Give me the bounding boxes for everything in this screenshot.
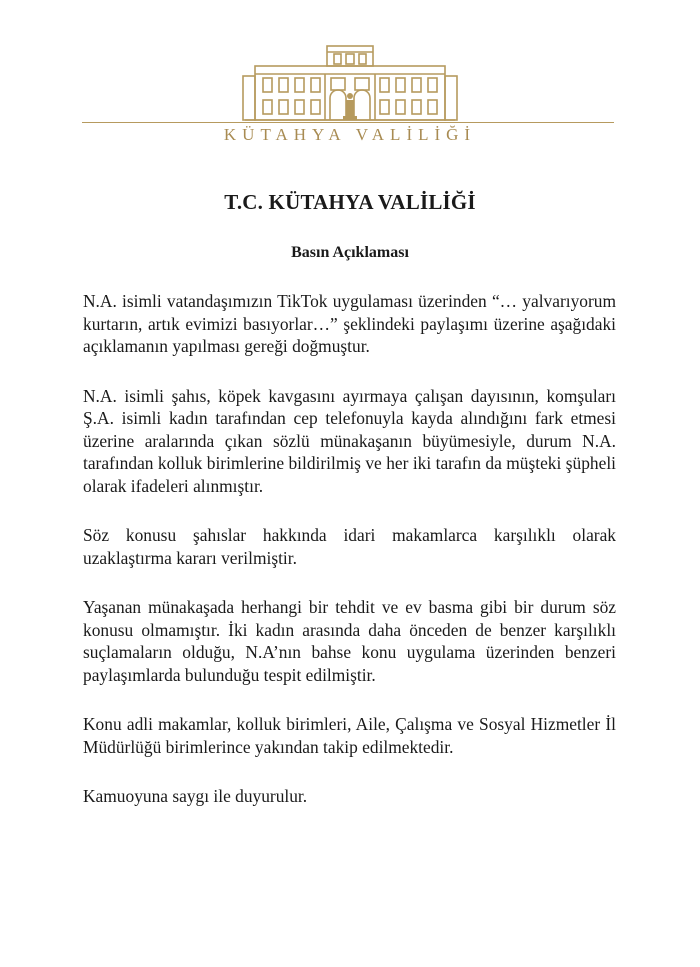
governorship-building-icon (235, 38, 465, 122)
governorship-logo (0, 30, 700, 150)
paragraph: Konu adli makamlar, kolluk birimleri, Aile, Çalışma ve Sosyal Hizmetler İl Müdürlüğü birimlerince yakından takip edilmektedir. (83, 714, 616, 757)
document-subtitle: Basın Açıklaması (291, 244, 409, 261)
logo-caption: KÜTAHYA VALİLİĞİ (223, 125, 477, 144)
logo-divider-line (82, 122, 614, 123)
closing-line: Kamuoyuna saygı ile duyurulur. (83, 786, 308, 806)
paragraph: N.A. isimli vatandaşımızın TikTok uygulaması üzerinden “… yalvarıyorum kurtarın, artık evimizi basıyorlar…” şeklindeki paylaşımı üzerine aşağıdaki açıklamanın yapılması gereği doğmuştur. (83, 291, 616, 356)
paragraph: N.A. isimli şahıs, köpek kavgasını ayırmaya çalışan dayısının, komşuları Ş.A. isimli kadın tarafından cep telefonuyla kayda alındığını fark etmesi üzerine aralarında çıkan sözlü münakaşanın büyümesiyle, durum N.A. tarafından kolluk birimlerine bildirilmiş ve her iki tarafın da müşteki şüpheli olarak ifadeleri alınmıştır. (83, 385, 616, 496)
paragraph: Yaşanan münakaşada herhangi bir tehdit ve ev basma gibi bir durum söz konusu olmamıştır. İki kadın arasında daha önceden de benzer karşılıklı suçlamaların olduğu, N.A’nın bahse konu uygulama üzerinden benzeri paylaşımlarda bulunduğu tespit edilmiştir. (83, 597, 616, 685)
document-title: T.C. KÜTAHYA VALİLİĞİ (224, 190, 476, 214)
document-body (83, 290, 616, 808)
paragraph: Söz konusu şahıslar hakkında idari makamlarca karşılıklı olarak uzaklaştırma kararı verilmiştir. (83, 525, 616, 568)
